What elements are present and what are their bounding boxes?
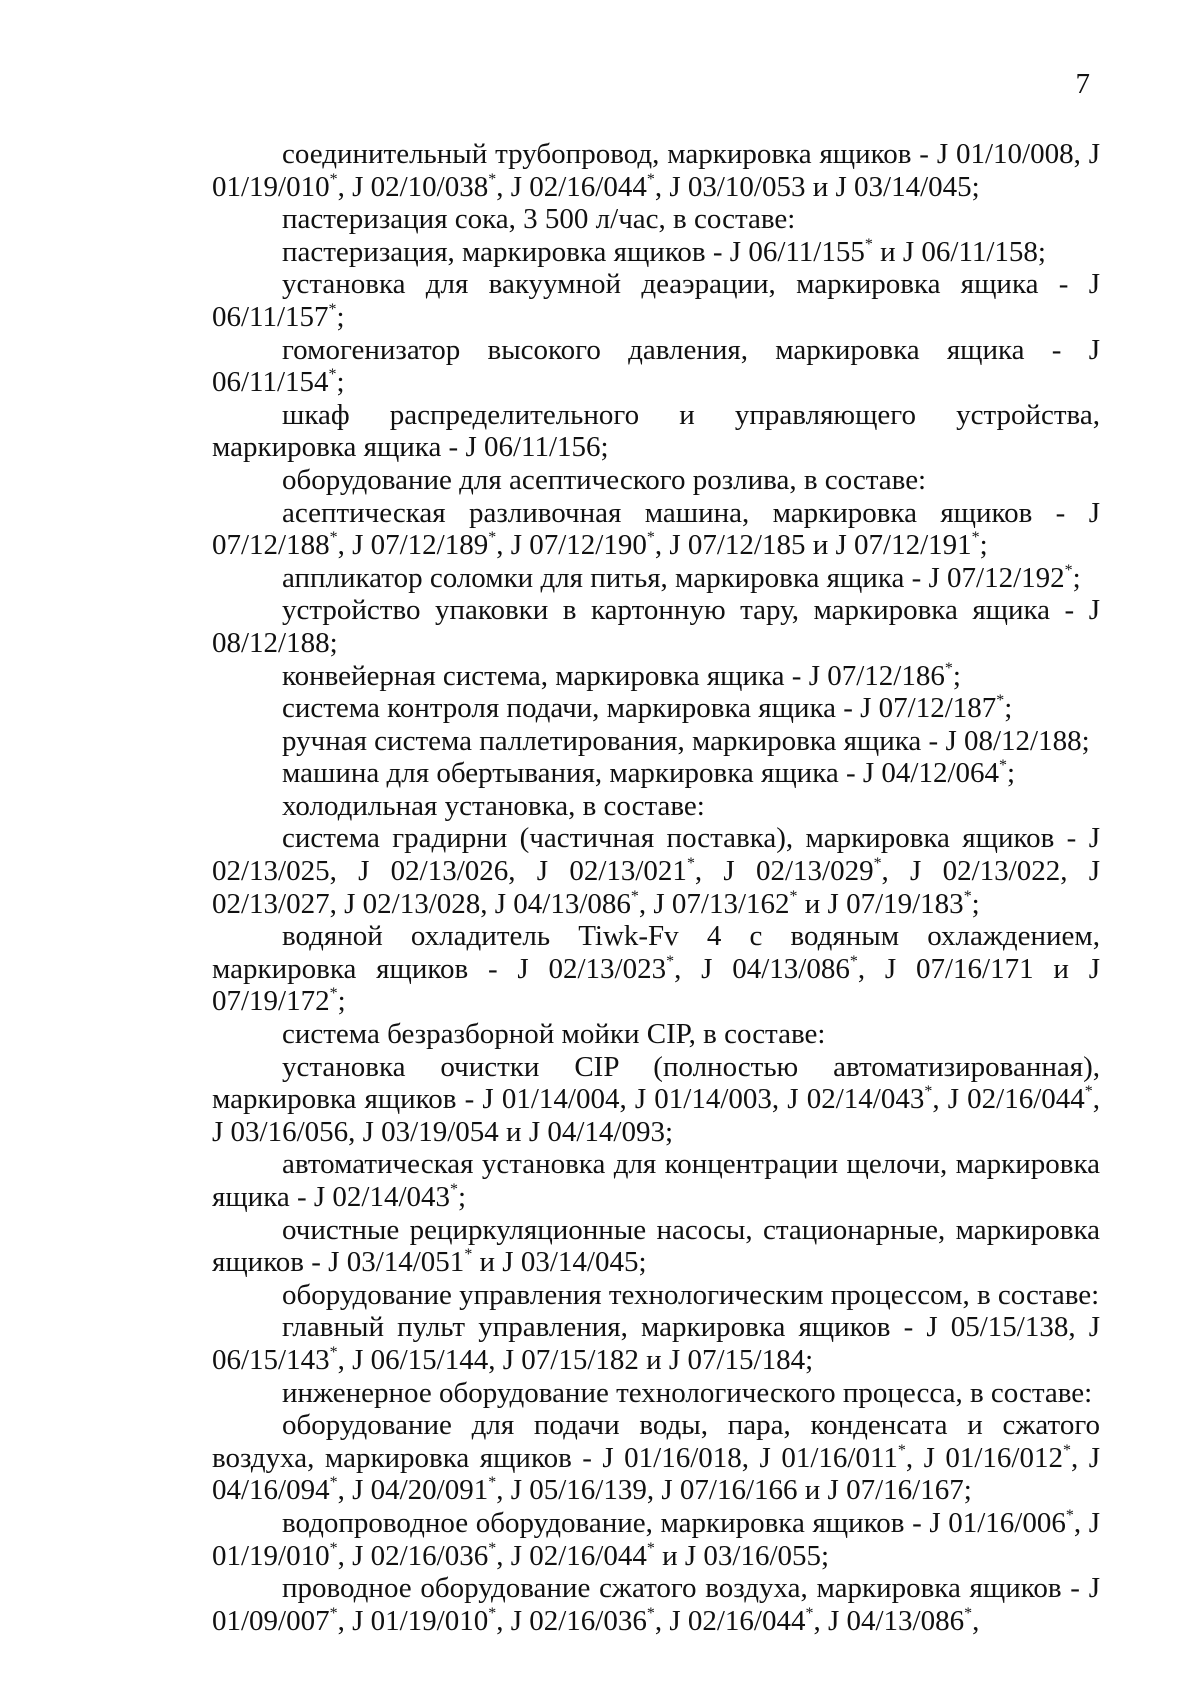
paragraph: соединительный трубопровод, маркировка ящиков - J 01/10/008, J 01/19/010*, J 02/10/038*, J 02/16/044*, J 03/10/053 и J 03/14/045; bbox=[212, 138, 1100, 203]
paragraph: инженерное оборудование технологического процесса, в составе: bbox=[282, 1376, 1093, 1409]
paragraph: система градирни (частичная поставка), маркировка ящиков - J 02/13/025, J 02/13/026, J 02/13/021*, J 02/13/029*, J 02/13/022, J 02/13/027, J 02/13/028, J 04/13/086*, J 07/13/162* и J 07/19/183*; bbox=[212, 822, 1100, 920]
paragraph: аппликатор соломки для питья, маркировка ящика - J 07/12/192*; bbox=[282, 561, 1081, 594]
paragraph: установка для вакуумной деаэрации, маркировка ящика - J 06/11/157*; bbox=[212, 268, 1100, 333]
paragraph: холодильная установка, в составе: bbox=[282, 789, 705, 822]
paragraph: водопроводное оборудование, маркировка ящиков - J 01/16/006*, J 01/19/010*, J 02/16/036*, J 02/16/044* и J 03/16/055; bbox=[212, 1506, 1100, 1572]
paragraph: шкаф распределительного и управляющего устройства, маркировка ящика - J 06/11/156; bbox=[212, 398, 1100, 464]
paragraph: асептическая разливочная машина, маркировка ящиков - J 07/12/188*, J 07/12/189*, J 07/12/190*, J 07/12/185 и J 07/12/191*; bbox=[212, 496, 1100, 562]
paragraph: машина для обертывания, маркировка ящика - J 04/12/064*; bbox=[282, 757, 1016, 790]
paragraph: оборудование для подачи воды, пара, конденсата и сжатого воздуха, маркировка ящиков - J 01/16/018, J 01/16/011*, J 01/16/012*, J 04/16/094*, J 04/20/091*, J 05/16/139, J 07/16/166 и J 07/16/167; bbox=[212, 1409, 1100, 1507]
paragraph: проводное оборудование сжатого воздуха, маркировка ящиков - J 01/09/007*, J 01/19/010*, J 02/16/036*, J 02/16/044*, J 04/13/086*, bbox=[212, 1572, 1100, 1637]
paragraph: устройство упаковки в картонную тару, маркировка ящика - J 08/12/188; bbox=[212, 594, 1100, 659]
paragraph: водяной охладитель Tiwk-Fv 4 с водяным охлаждением, маркировка ящиков - J 02/13/023*, J 04/13/086*, J 07/16/171 и J 07/19/172*; bbox=[212, 920, 1100, 1018]
paragraph: оборудование для асептического розлива, в составе: bbox=[282, 463, 927, 496]
paragraph: очистные рециркуляционные насосы, стационарные, маркировка ящиков - J 03/14/051* и J 03/14/045; bbox=[212, 1213, 1100, 1279]
paragraph: конвейерная система, маркировка ящика - J 07/12/186*; bbox=[282, 659, 961, 692]
page-number: 7 bbox=[1075, 68, 1090, 100]
paragraph: гомогенизатор высокого давления, маркировка ящика - J 06/11/154*; bbox=[212, 333, 1100, 399]
paragraph: установка очистки CIP (полностью автоматизированная), маркировка ящиков - J 01/14/004, J 01/14/003, J 02/14/043*, J 02/16/044*, J 03/16/056, J 03/19/054 и J 04/14/093; bbox=[212, 1050, 1100, 1148]
paragraph: оборудование управления технологическим процессом, в составе: bbox=[282, 1278, 1100, 1311]
paragraph: ручная система паллетирования, маркировка ящика - J 08/12/188; bbox=[282, 724, 1090, 757]
paragraph: пастеризация, маркировка ящиков - J 06/11/155* и J 06/11/158; bbox=[282, 235, 1046, 268]
paragraph: автоматическая установка для концентрации щелочи, маркировка ящика - J 02/14/043*; bbox=[212, 1148, 1100, 1213]
paragraph: система безразборной мойки CIP, в составе: bbox=[282, 1018, 826, 1051]
paragraph: пастеризация сока, 3 500 л/час, в составе: bbox=[282, 203, 796, 236]
paragraph: система контроля подачи, маркировка ящика - J 07/12/187*; bbox=[282, 692, 1013, 725]
document-body bbox=[212, 138, 1100, 1637]
paragraph: главный пульт управления, маркировка ящиков - J 05/15/138, J 06/15/143*, J 06/15/144, J 07/15/182 и J 07/15/184; bbox=[212, 1311, 1100, 1376]
